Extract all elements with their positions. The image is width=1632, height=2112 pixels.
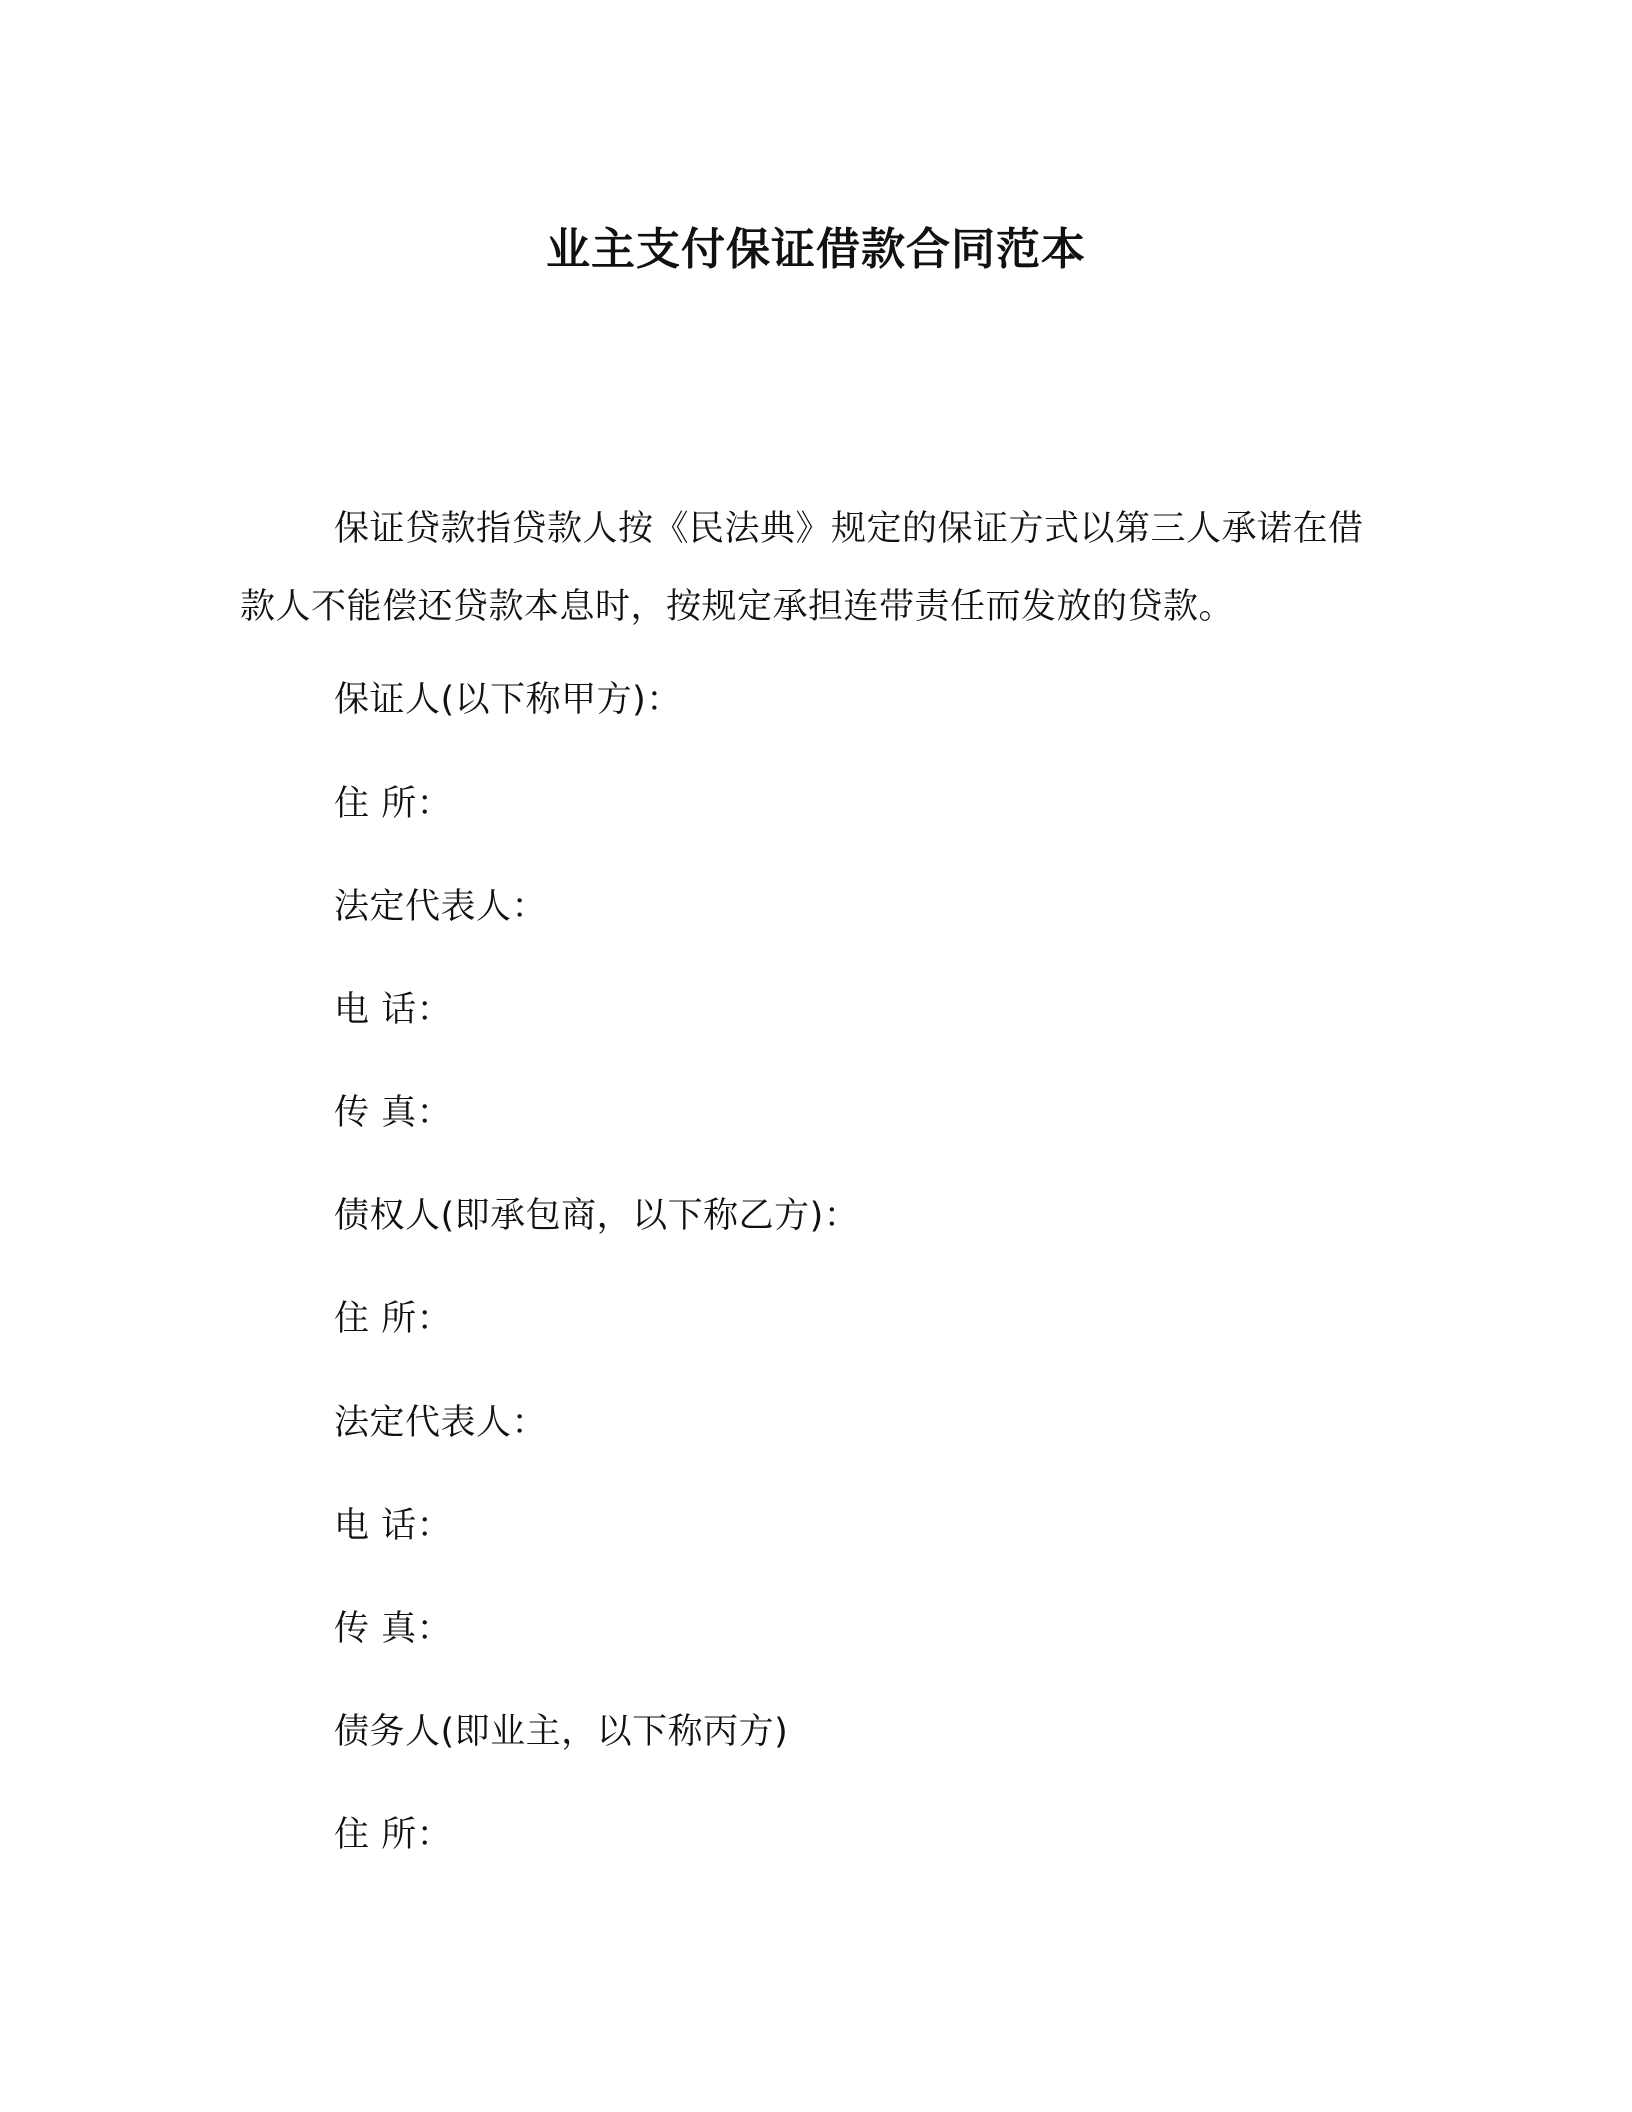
guarantor-phone-label: 电 话：	[334, 990, 453, 1030]
creditor-label: 债权人(即承包商，以下称乙方)：	[334, 1196, 860, 1236]
guarantor-fax-label: 传 真：	[334, 1093, 453, 1133]
debtor-label: 债务人(即业主，以下称丙方)	[334, 1712, 789, 1752]
guarantor-legal-representative-label: 法定代表人：	[334, 887, 548, 927]
guarantor-address-label: 住 所：	[334, 784, 453, 824]
document-title: 业主支付保证借款合同范本	[546, 224, 1086, 275]
debtor-address-label: 住 所：	[334, 1815, 453, 1855]
creditor-address-label: 住 所：	[334, 1299, 453, 1339]
creditor-phone-label: 电 话：	[334, 1506, 453, 1546]
creditor-legal-representative-label: 法定代表人：	[334, 1403, 548, 1443]
guarantor-label: 保证人(以下称甲方)：	[334, 680, 682, 720]
intro-paragraph: 保证贷款指贷款人按《民法典》规定的保证方式以第三人承诺在借款人不能偿还贷款本息时，按规定承担连带责任而发放的贷款。	[240, 509, 1364, 627]
creditor-fax-label: 传 真：	[334, 1609, 453, 1649]
